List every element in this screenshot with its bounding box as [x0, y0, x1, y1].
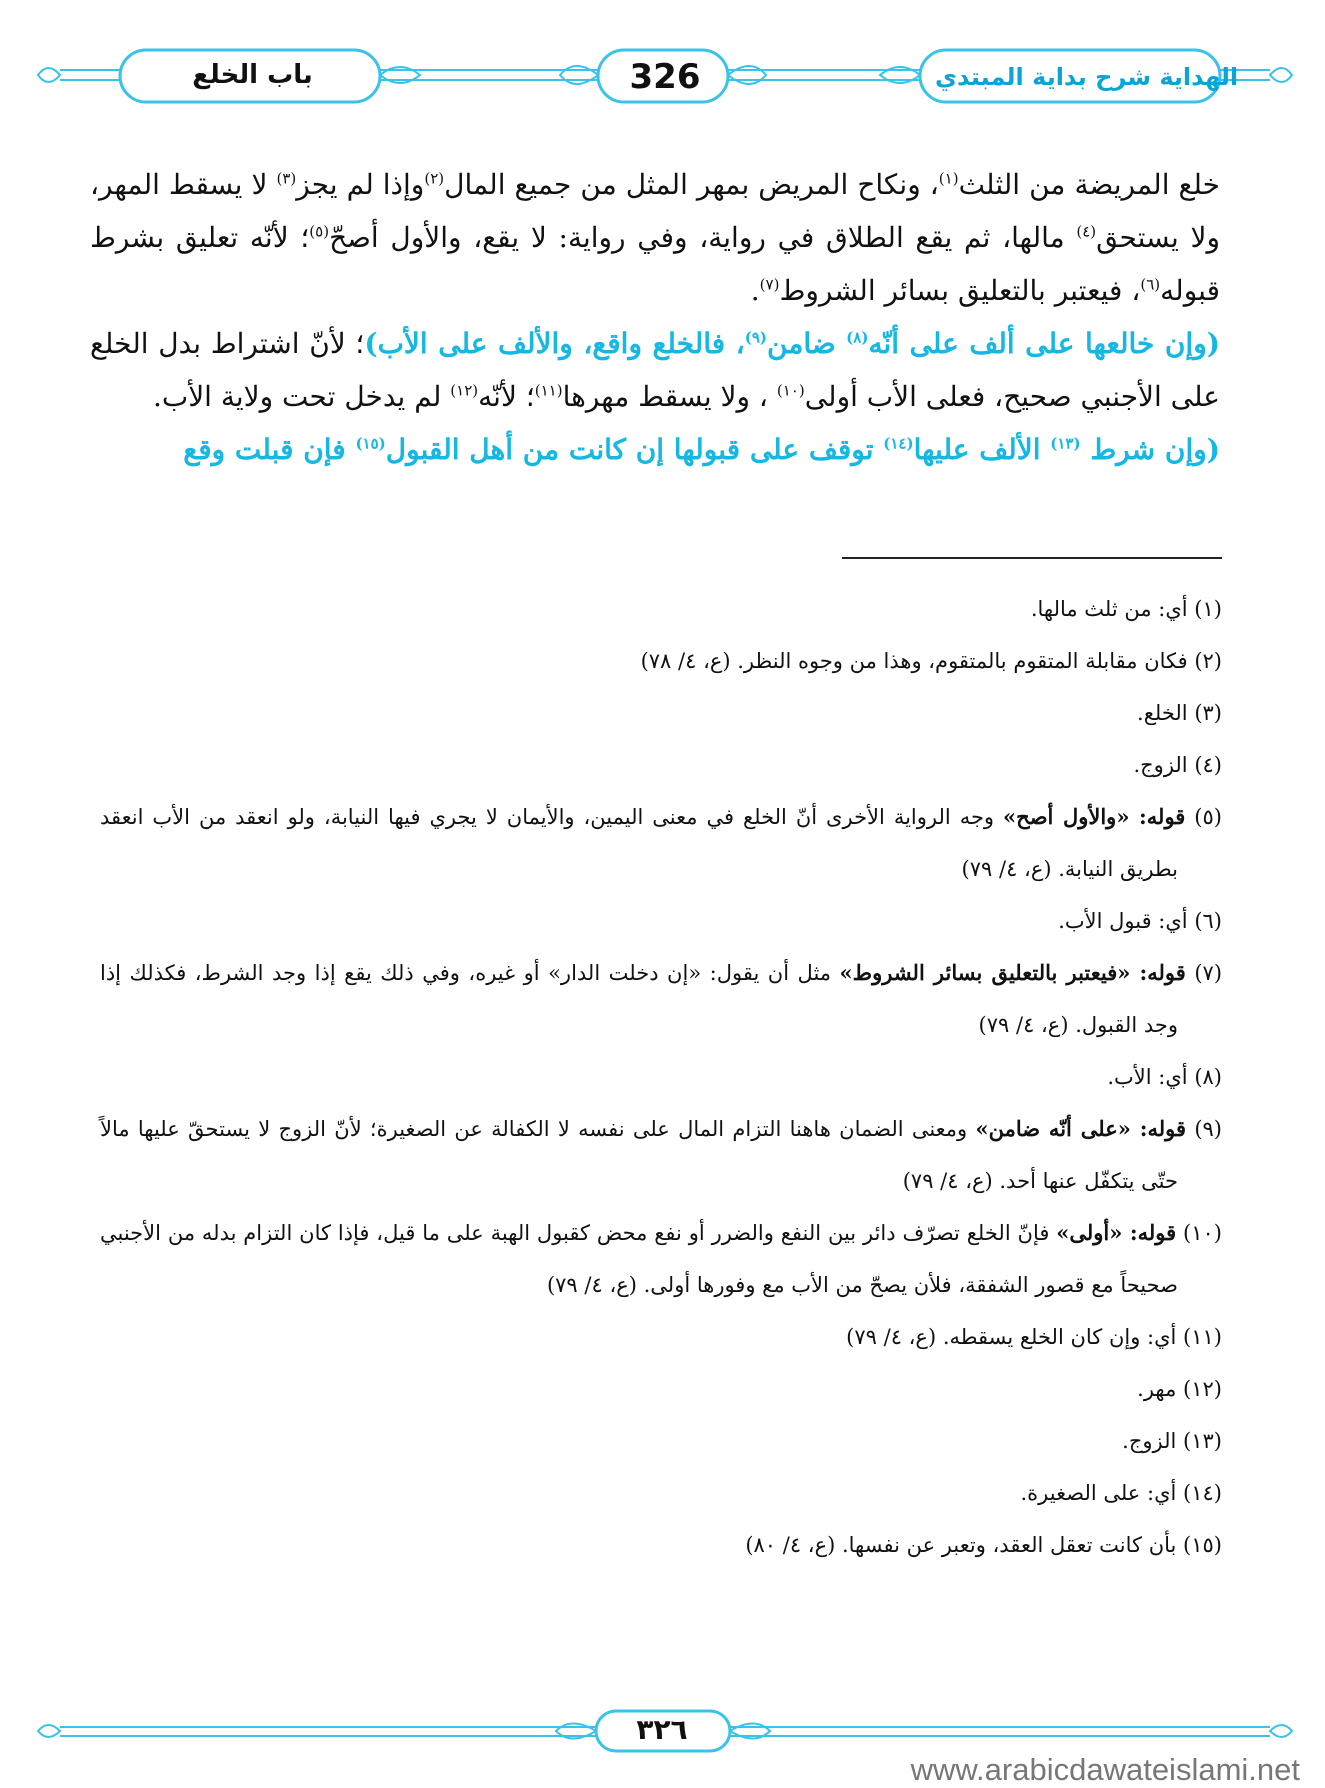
book-title: الهداية شرح بداية المبتدي: [935, 63, 1239, 91]
matn-span: (وإن خالعها على ألف على أنّه: [868, 327, 1220, 360]
footnote-keyword: قوله: «على أنّه ضامن»: [975, 1116, 1187, 1141]
footnote-text: ومعنى الضمان هاهنا التزام المال على نفسه لا الكفالة عن الصغيرة؛ لأنّ الزوج لا يستحقّ عليها مالاً حتّى يتكفّل عنها أحد. (ع، ٤/ ٧٩): [100, 1117, 1178, 1193]
footnote-divider: [842, 557, 1222, 559]
footnote-ref: (٧): [759, 275, 780, 294]
footnote-14: (١٤) أي: على الصغيرة.: [1020, 1481, 1222, 1505]
footnote-ref: (١): [938, 169, 959, 188]
footnote-ref: (١٤): [883, 434, 914, 453]
footnote-4: (٤) الزوج.: [1133, 753, 1222, 777]
text-span: ، فيعتبر بالتعليق بسائر الشروط: [779, 274, 1141, 307]
footnote-ref: (٦): [1140, 275, 1161, 294]
page-number-arabic: ٣٢٦: [636, 1713, 688, 1746]
text-span: ؛ لأنّه تعليق بشرط قبوله: [90, 221, 1220, 307]
footnote-12: (١٢) مهر.: [1137, 1377, 1222, 1401]
text-span: ؛ لأنّ اشتراط بدل الخلع على الأجنبي صحيح، فعلى الأب أولى: [90, 327, 1220, 413]
footnote-ref: (١٠): [776, 381, 805, 400]
matn-span: الألف عليها: [913, 433, 1051, 466]
page-number: 326: [629, 57, 701, 97]
footnote-keyword: قوله: «والأول أصح»: [1003, 804, 1186, 829]
main-text: [90, 158, 1220, 476]
page-header: [0, 0, 1325, 170]
footnote-number: (٧): [1185, 961, 1223, 985]
footnote-text: فإنّ الخلع تصرّف دائر بين النفع والضرر أو نفع محض كقبول الهبة على ما قيل، فإذا كان التزام بدله من الأجنبي صحيحاً مع قصور الشفقة، فلأن يصحّ من الأب مع وفورها أولى. (ع، ٤/ ٧٩): [100, 1221, 1178, 1297]
footnote-ref: (٤): [1076, 222, 1097, 241]
footnote-13: (١٣) الزوج.: [1122, 1429, 1222, 1453]
footnote-number: (١٠): [1176, 1221, 1222, 1245]
footnote-keyword: قوله: «فيعتبر بالتعليق بسائر الشروط»: [839, 960, 1186, 985]
matn-span: (وإن شرط: [1080, 433, 1220, 466]
paragraph-1: [90, 158, 1220, 317]
footnote-text: مثل أن يقول: «إن دخلت الدار» أو غيره، وفي ذلك يقع إذا وجد الشرط، فكذلك إذا وجد القبول. (ع، ٤/ ٧٩): [100, 961, 1178, 1037]
footnote-ref: (٢): [424, 169, 445, 188]
footnote-ref: (١٥): [355, 434, 386, 453]
footnote-11: (١١) أي: وإن كان الخلع يسقطه. (ع، ٤/ ٧٩): [846, 1325, 1222, 1349]
footnote-text: وجه الرواية الأخرى أنّ الخلع في معنى اليمين، والأيمان لا يجري فيها النيابة، ولو انعقد من الأب انعقد بطريق النيابة. (ع، ٤/ ٧٩): [100, 805, 1178, 881]
paragraph-2: [90, 317, 1220, 423]
matn-span: توقف على قبولها إن كانت من أهل القبول: [385, 433, 884, 466]
footnote-9: [100, 1103, 1222, 1207]
text-span: ، ونكاح المريض بمهر المثل من جميع المال: [444, 168, 939, 201]
text-span: لا يسقط المهر، ولا يستحق: [90, 168, 1220, 254]
footnote-3: (٣) الخلع.: [1137, 701, 1222, 725]
footnote-ref: (١٢): [450, 381, 479, 400]
footnote-6: (٦) أي: قبول الأب.: [1058, 909, 1222, 933]
footnote-15: (١٥) بأن كانت تعقل العقد، وتعبر عن نفسها. (ع، ٤/ ٨٠): [745, 1533, 1222, 1557]
footnote-ref: (١٣): [1050, 434, 1081, 453]
footnote-7: [100, 947, 1222, 1051]
footnote-number: (٥): [1185, 805, 1222, 829]
footnote-ref: (٩): [744, 328, 768, 347]
text-span: لم يدخل تحت ولاية الأب.: [152, 380, 451, 413]
matn-span: ، فالخلع واقع، والألف على الأب): [364, 327, 745, 360]
text-span: ؛ لأنّه: [478, 380, 535, 413]
footnote-10: [100, 1207, 1222, 1311]
text-span: خلع المريضة من الثلث: [958, 168, 1220, 201]
footnotes: [100, 583, 1222, 1571]
footnote-ref: (١١): [534, 381, 563, 400]
footnote-number: (٩): [1186, 1117, 1222, 1141]
footnote-ref: (٣): [276, 169, 297, 188]
footnote-5: [100, 791, 1222, 895]
matn-span: ضامن: [767, 327, 847, 360]
website-url: www.arabicdawateislami.net: [910, 1752, 1300, 1787]
footnote-ref: (٥): [309, 222, 330, 241]
footnote-keyword: قوله: «أولى»: [1056, 1220, 1177, 1245]
footnote-8: (٨) أي: الأب.: [1107, 1065, 1222, 1089]
text-span: وإذا لم يجز: [296, 168, 425, 201]
text-span: مالها، ثم يقع الطلاق في رواية، وفي رواية: لا يقع، والأول أصحّ: [329, 221, 1077, 254]
paragraph-3: [90, 423, 1220, 476]
matn-span: فإن قبلت وقع: [183, 433, 356, 466]
footnote-1: (١) أي: من ثلث مالها.: [1030, 597, 1222, 621]
text-span: ، ولا يسقط مهرها: [562, 380, 777, 413]
footnote-2: (٢) فكان مقابلة المتقوم بالمتقوم، وهذا من وجوه النظر. (ع، ٤/ ٧٨): [640, 649, 1222, 673]
footnote-ref: (٨): [846, 328, 869, 347]
chapter-title: باب الخلع: [192, 60, 313, 90]
text-span: .: [750, 274, 760, 307]
